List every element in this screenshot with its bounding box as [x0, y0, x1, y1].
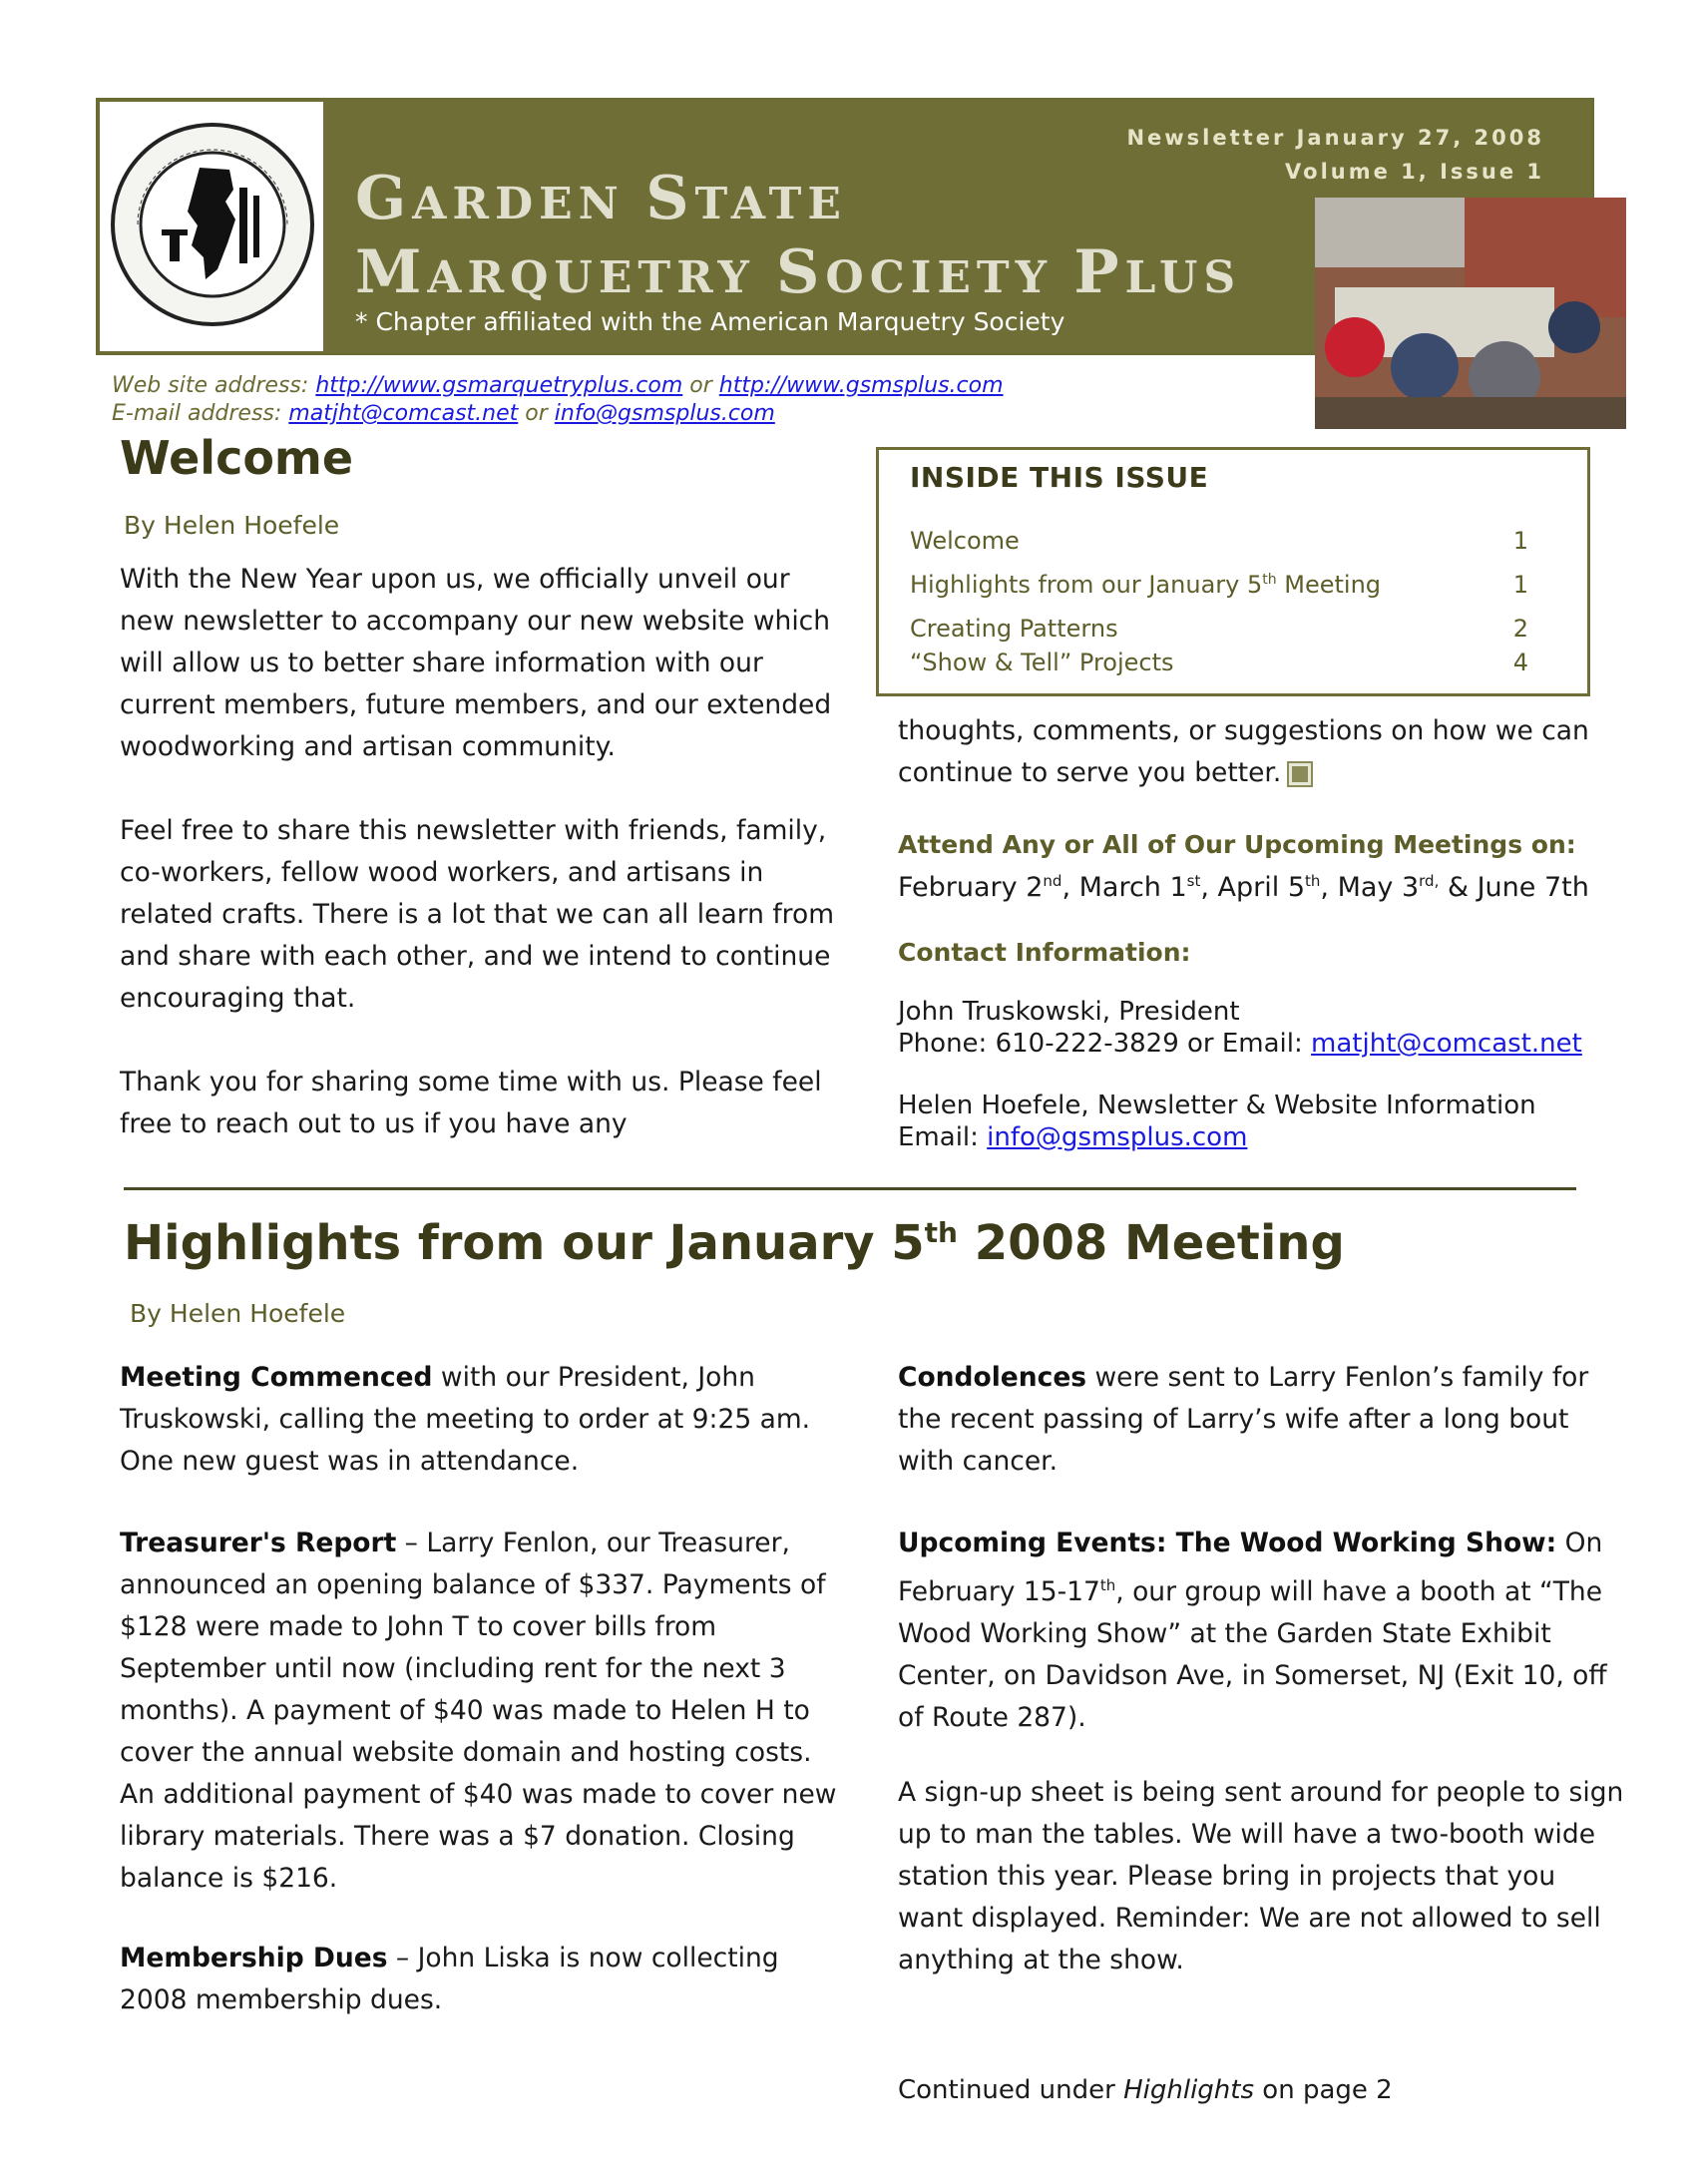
meetings-heading: Attend Any or All of Our Upcoming Meetings on: [898, 830, 1576, 859]
email-address-row [112, 401, 775, 426]
masthead-subtitle: * Chapter affiliated with the American Marquetry Society [355, 307, 1065, 336]
newsletter-email-link[interactable]: info@gsmsplus.com [987, 1122, 1248, 1152]
toc-item[interactable]: Welcome 1 [910, 527, 1528, 555]
toc-item[interactable]: “Show & Tell” Projects 4 [910, 649, 1528, 676]
email-link-1[interactable]: matjht@comcast.net [288, 401, 519, 426]
meeting-dates: February 2nd, March 1st, April 5th, May $3^{rd,}$ & June 7th [898, 872, 1589, 903]
meeting-commenced-paragraph: Meeting Commenced with our President, John Truskowski, calling the meeting to order at 9:25 am. One new guest was in attendance. [120, 1362, 811, 1477]
membership-dues-paragraph: Membership Dues – John Liska is now collecting 2008 membership dues. [120, 1943, 779, 2015]
issue-volume: Volume 1, Issue 1 [1285, 160, 1544, 184]
welcome-paragraph-continued: thoughts, comments, or suggestions on how we can continue to serve you better. [898, 715, 1589, 788]
website-or: or [689, 373, 712, 398]
upcoming-events-paragraph: Upcoming Events: The Wood Working Show: On February 15-17th, our group will have a booth at “The Wood Working Show” at the Garden State Exhibit Center, on Davidson Ave, in Somerset, NJ (Exit 10, off of Route 287). [898, 1528, 1607, 1733]
highlights-heading: Highlights from our January 5th 2008 Meeting [124, 1215, 1345, 1271]
end-mark-icon [1289, 763, 1311, 785]
toc-item[interactable]: Creating Patterns 2 [910, 615, 1528, 643]
society-logo [108, 120, 317, 329]
section-divider [124, 1187, 1576, 1190]
welcome-heading: Welcome [120, 431, 354, 485]
highlights-byline: By Helen Hoefele [130, 1299, 346, 1328]
welcome-paragraph-1: With the New Year upon us, we officially unveil our new newsletter to accompany our new website which will allow us to better share information with our current members, future members, and our extended woodworking and artisan community. [120, 564, 832, 762]
toc-title: INSIDE THIS ISSUE [910, 461, 1209, 494]
issue-date: Newsletter January 27, 2008 [1126, 126, 1544, 150]
email-label: E-mail address: [112, 401, 282, 426]
welcome-byline: By Helen Hoefele [124, 511, 340, 540]
welcome-paragraph-2: Feel free to share this newsletter with friends, family, co-workers, fellow wood workers, and artisans in related crafts. There is a lot that we can all learn from and share with each other, and we intend to continue encouraging that. [120, 815, 835, 1014]
email-link-2[interactable]: info@gsmsplus.com [554, 401, 775, 426]
title-line-2: MARQUETRY SOCIETY PLUS [355, 237, 1242, 307]
treasurer-report-paragraph: Treasurer's Report – Larry Fenlon, our Treasurer, announced an opening balance of $337. Payments of $128 were made to John T to cover bills from September until now (including rent for the next 3 months). A payment of $40 was made to Helen H to cover the annual website domain and hosting costs. An additional payment of $40 was made to cover new library materials. There was a $7 donation. Closing balance is $216. [120, 1528, 837, 1894]
website-label: Web site address: [112, 373, 309, 398]
continued-note: Continued under Highlights on page 2 [898, 2075, 1393, 2105]
website-address-row [112, 373, 1004, 398]
welcome-paragraph-3: Thank you for sharing some time with us. Please feel free to reach out to us if you have any [120, 1067, 822, 1139]
condolences-paragraph: Condolences were sent to Larry Fenlon’s family for the recent passing of Larry’s wife after a long bout with cancer. [898, 1362, 1589, 1477]
contact-heading: Contact Information: [898, 938, 1191, 967]
website-link-2[interactable]: http://www.gsmsplus.com [718, 373, 1004, 398]
contact-newsletter: Helen Hoefele, Newsletter & Website Information Email: info@gsmsplus.com [898, 1091, 1536, 1152]
title-line-1: GARDEN STATE [355, 164, 847, 233]
signup-paragraph: A sign-up sheet is being sent around for people to sign up to man the tables. We will have a two-booth wide station this year. Please bring in projects that you want displayed. Reminder: We are not allowed to sell anything at the show. [898, 1777, 1624, 1975]
toc-item[interactable]: Highlights from our January 5th Meeting 1 [910, 571, 1528, 599]
website-link-1[interactable]: http://www.gsmarquetryplus.com [315, 373, 683, 398]
contact-president: John Truskowski, President Phone: 610-222-3829 or Email: matjht@comcast.net [898, 997, 1582, 1059]
meeting-photo [1315, 198, 1626, 429]
president-email-link[interactable]: matjht@comcast.net [1311, 1029, 1582, 1059]
email-or: or [525, 401, 548, 426]
